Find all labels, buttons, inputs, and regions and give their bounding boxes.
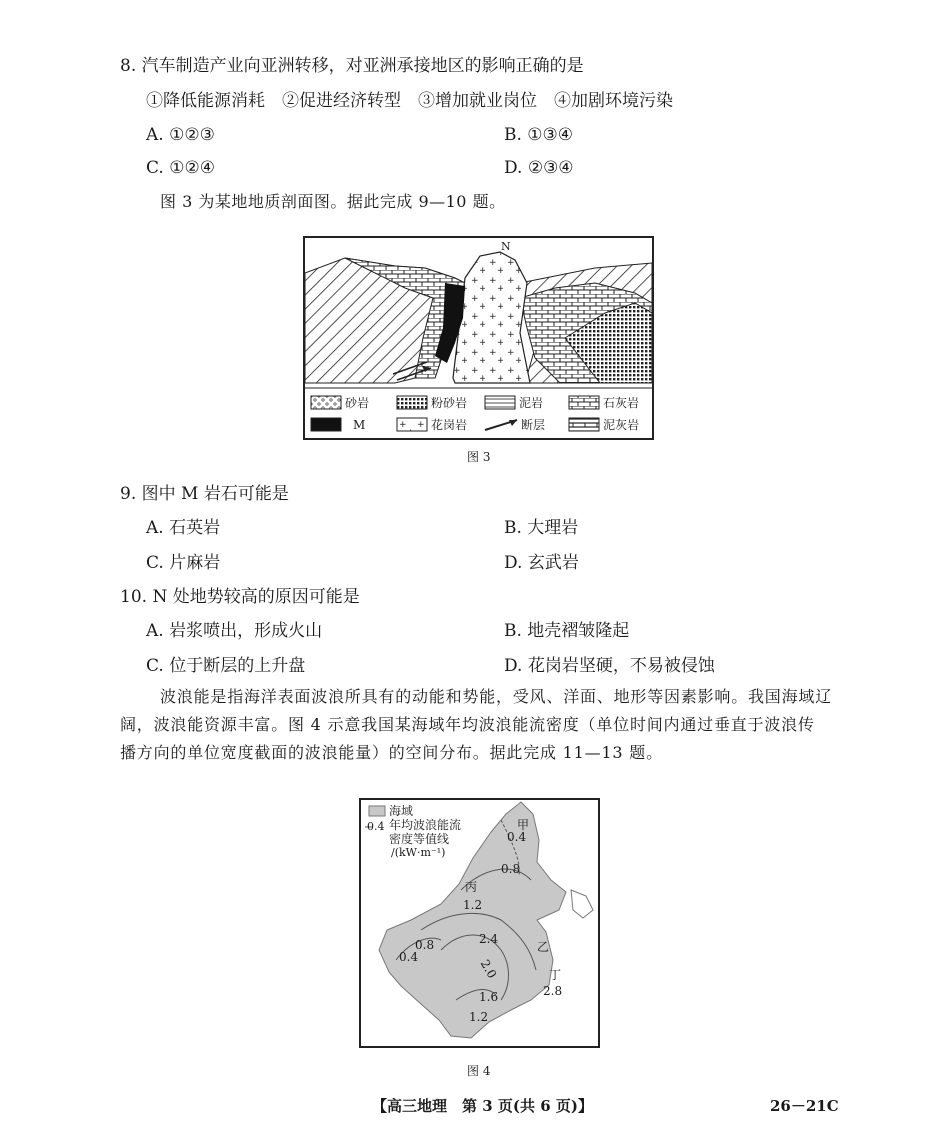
iso-label-1-2a: 1.2 [463, 898, 483, 912]
q10-option-a[interactable]: A. 岩浆喷出，形成火山 [146, 621, 323, 641]
fig4-legend-iso-1: 年均波浪能流 [389, 818, 462, 832]
fig3-intro: 图 3 为某地地质剖面图。据此完成 9—10 题。 [160, 192, 506, 211]
q8-option-d[interactable]: D. ②③④ [504, 158, 574, 178]
fig4-caption: 图 4 [467, 1064, 491, 1078]
footer-code: 26－21C [770, 1097, 839, 1115]
q9-option-d[interactable]: D. 玄武岩 [504, 553, 579, 573]
legend-marl: 泥灰岩 [603, 418, 640, 432]
fig4-legend-iso-2: 密度等值线 [389, 832, 450, 846]
legend-mudstone: 泥岩 [519, 396, 544, 410]
wave-paragraph [120, 683, 833, 767]
fig4-legend-iso-3: /(kW·m⁻¹) [391, 846, 446, 859]
iso-label-1-6: 1.6 [479, 990, 499, 1004]
legend-fault: 断层 [521, 418, 546, 432]
iso-label-0-4b: 0.4 [399, 950, 419, 964]
legend-limestone: 石灰岩 [603, 396, 640, 410]
footer-page-info: 【高三地理 第 3 页(共 6 页)】 [372, 1097, 593, 1115]
q9-option-b[interactable]: B. 大理岩 [504, 518, 579, 538]
q10-option-c[interactable]: C. 位于断层的上升盘 [146, 656, 306, 676]
fig3-caption: 图 3 [467, 450, 491, 464]
wave-line-1: 波浪能是指海洋表面波浪所具有的动能和势能，受风、洋面、地形等因素影响。我国海域辽 [160, 687, 833, 706]
iso-label-0-8a: 0.8 [501, 862, 521, 876]
legend-granite: 花岗岩 [431, 418, 468, 432]
q10-option-d[interactable]: D. 花岗岩坚硬，不易被侵蚀 [504, 656, 715, 676]
legend-m: M [353, 418, 366, 432]
q10-option-b[interactable]: B. 地壳褶皱隆起 [504, 621, 630, 641]
point-bing: 丙 [465, 880, 478, 894]
q8-items: ①降低能源消耗 ②促进经济转型 ③增加就业岗位 ④加剧环境污染 [146, 91, 673, 111]
legend-siltstone: 粉砂岩 [431, 396, 468, 410]
iso-label-1-2b: 1.2 [469, 1010, 489, 1024]
iso-label-2-4: 2.4 [479, 932, 499, 946]
point-jia: 甲 [517, 818, 530, 832]
q8-option-c[interactable]: C. ①②④ [146, 158, 215, 178]
q9-option-c[interactable]: C. 片麻岩 [146, 553, 221, 573]
legend-sandstone: 砂岩 [345, 396, 370, 410]
q9-stem: 9. 图中 M 岩石可能是 [120, 484, 289, 504]
q8-option-b[interactable]: B. ①③④ [504, 125, 574, 145]
q8-option-a[interactable]: A. ①②③ [146, 125, 215, 145]
iso-label-0-4a: 0.4 [507, 830, 527, 844]
wave-line-3: 播方向的单位宽度截面的波浪能量）的空间分布。据此完成 11—13 题。 [120, 743, 663, 762]
fig3-n-label: N [501, 240, 511, 253]
iso-label-0-8b: 0.8 [415, 938, 435, 952]
point-yi: 乙 [537, 940, 550, 954]
iso-label-2-8: 2.8 [543, 984, 563, 998]
fig4-legend-sea: 海域 [389, 804, 414, 818]
figure-3-geologic-section [303, 236, 654, 440]
q9-option-a[interactable]: A. 石英岩 [146, 518, 221, 538]
q10-stem: 10. N 处地势较高的原因可能是 [120, 587, 360, 607]
fig4-legend-iso-value: 0.4 [367, 820, 385, 833]
q8-stem: 8. 汽车制造产业向亚洲转移，对亚洲承接地区的影响正确的是 [120, 56, 584, 76]
iso-label-2-0: 2.0 [477, 957, 500, 981]
point-ding: 丁 [549, 968, 562, 982]
wave-line-2: 阔，波浪能资源丰富。图 4 示意我国某海域年均波浪能流密度（单位时间内通过垂直于波浪传 [120, 715, 815, 734]
figure-4-wave-energy-map [359, 798, 600, 1048]
